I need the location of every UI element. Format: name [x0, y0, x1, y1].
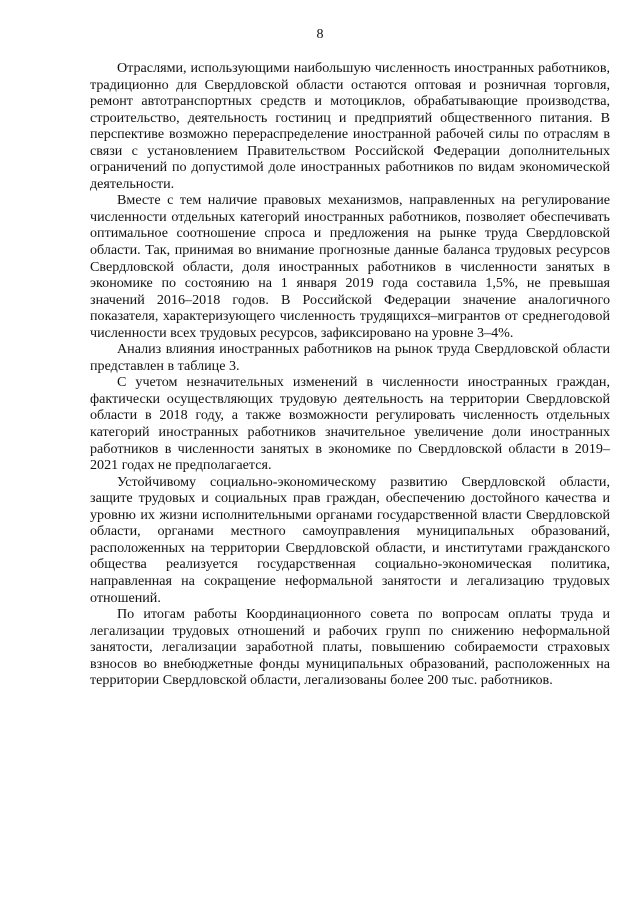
paragraph-foreign-workers-industries: Отраслями, использующими наибольшую численность иностранных работников, традиционно для Свердловской области остаются оптовая и розничная торговля, ремонт автотранспортных средств и мотоциклов, обрабатывающие производства, строительство, деятельность гостиниц и предприятий общественного питания. В перспективе возможно перераспределение иностранной рабочей силы по отраслям в связи с установлением Правительством Российской Федерации дополнительных ограничений по допустимой доле иностранных работников по видам экономической деятельности.: [90, 60, 610, 192]
page-number: 8: [316, 27, 324, 42]
paragraph-table-reference: Анализ влияния иностранных работников на рынок труда Свердловской области представлен в таблице 3.: [90, 341, 610, 374]
paragraph-sustainable-development: Устойчивому социально-экономическому развитию Свердловской области, защите трудовых и социальных прав граждан, обеспечению достойного качества и уровню их жизни исполнительными органами государственной власти Свердловской области, органами местного самоуправления муниципальных образований, расположенных на территории Свердловской области, и институтами гражданского общества реализуется государственная социально-экономическая политика, направленная на сокращение неформальной занятости и легализацию трудовых отношений.: [90, 473, 610, 606]
paragraph-legal-mechanisms: Вместе с тем наличие правовых механизмов, направленных на регулирование численности отдельных категорий иностранных работников, позволяет обеспечивать оптимальное соотношение спроса и предложения на рынке труда Свердловской области. Так, принимая во внимание прогнозные данные баланса трудовых ресурсов Свердловской области, доля иностранных работников в численности занятых в экономике по состоянию на 1 января 2019 года составила 1,5%, не превышая значений 2016–2018 годов. В Российской Федерации значение аналогичного показателя, характеризующего численность трудящихся–мигрантов от среднегодовой численности всех трудовых ресурсов, зафиксировано на уровне 3–4%.: [90, 192, 610, 341]
paragraph-forecast: С учетом незначительных изменений в численности иностранных граждан, фактически осуществляющих трудовую деятельность на территории Свердловской области в 2018 году, а также возможности регулировать численность отдельных категорий иностранных работников значительное увеличение доли иностранных работников в численности занятых в экономике по Свердловской области в 2019–2021 годах не предполагается.: [90, 374, 610, 474]
document-body: [90, 60, 610, 689]
paragraph-coordination-council: По итогам работы Координационного совета по вопросам оплаты труда и легализации трудовых отношений и рабочих групп по снижению неформальной занятости, легализации заработной платы, повышению собираемости страховых взносов во внебюджетные фонды муниципальных образований, расположенных на территории Свердловской области, легализованы более 200 тыс. работников.: [90, 606, 610, 689]
